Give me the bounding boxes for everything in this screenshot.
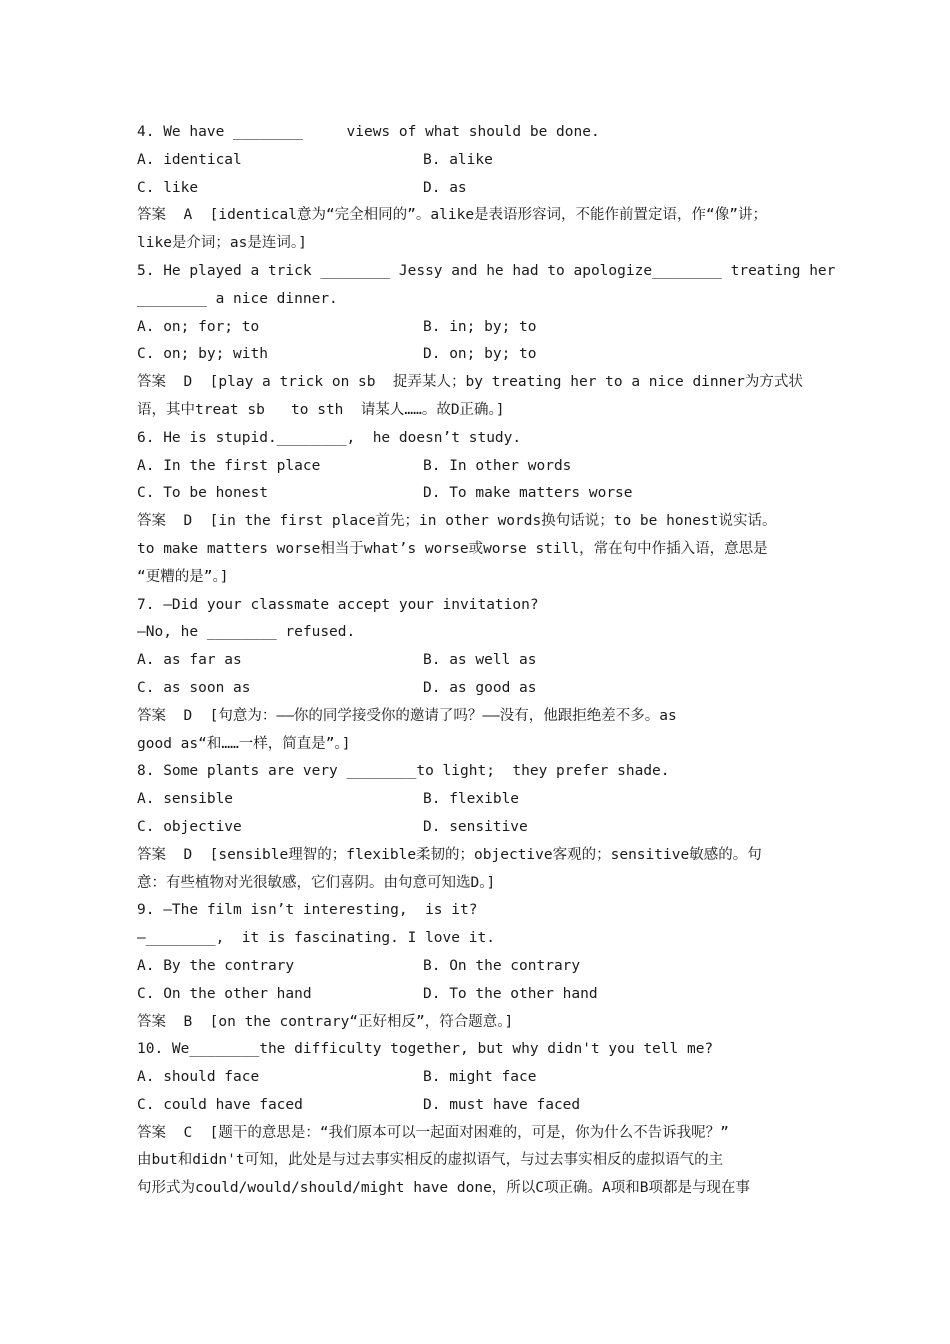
- option-b: B. in; by; to: [423, 318, 537, 335]
- answer-explanation: 语，其中treat sb to sth 请某人……。故D正确。]: [137, 401, 505, 418]
- option-d: D. To the other hand: [423, 985, 598, 1002]
- question-stem: 4. We have ________ views of what should be done.: [137, 124, 600, 140]
- option-row: [137, 953, 827, 981]
- option-b: B. as well as: [423, 652, 537, 669]
- option-b: B. alike: [423, 151, 493, 168]
- question-10: [137, 1036, 827, 1203]
- question-8: [137, 758, 827, 897]
- answer-explanation: 答案 B [on the contrary“正好相反”，符合题意。]: [137, 1013, 514, 1030]
- option-row: [137, 675, 827, 703]
- option-d: D. must have faced: [423, 1096, 581, 1113]
- answer-explanation: 答案 C [题干的意思是：“我们原本可以一起面对困难的，可是，你为什么不告诉我呢？”: [137, 1124, 729, 1141]
- answer-explanation: 意：有些植物对光很敏感，它们喜阴。由句意可知选D。]: [137, 874, 496, 891]
- question-4: [137, 119, 827, 258]
- option-row: [137, 341, 827, 369]
- option-a: A. should face: [137, 1069, 260, 1086]
- answer-explanation: 答案 D [in the first place首先；in other words换句话说；to be honest说实话。: [137, 513, 777, 530]
- option-b: B. In other words: [423, 457, 572, 474]
- option-d: D. on; by; to: [423, 346, 537, 363]
- option-a: A. identical: [137, 151, 242, 168]
- answer-explanation: like是介词；as是连词。]: [137, 235, 307, 252]
- option-row: [137, 175, 827, 203]
- question-5: [137, 258, 836, 425]
- option-a: A. By the contrary: [137, 957, 295, 974]
- option-row: [137, 1092, 827, 1120]
- question-stem: 7. —Did your classmate accept your invitation?: [137, 596, 539, 613]
- question-7: [137, 592, 827, 759]
- question-stem: 9. —The film isn’t interesting, is it?: [137, 902, 478, 919]
- option-d: D. To make matters worse: [423, 485, 633, 502]
- answer-explanation: 句形式为could/would/should/might have done，所以C项正确。A项和B项都是与现在事: [137, 1180, 750, 1197]
- question-6: [137, 425, 827, 592]
- question-9: [137, 897, 827, 1036]
- option-a: A. on; for; to: [137, 318, 260, 335]
- answer-explanation: to make matters worse相当于what’s worse或worse still，常在句中作插入语，意思是: [137, 540, 768, 557]
- answer-explanation: 答案 D [play a trick on sb 捉弄某人；by treating her to a nice dinner为方式状: [137, 374, 803, 391]
- option-row: [137, 814, 827, 842]
- answer-explanation: 由but和didn't可知，此处是与过去事实相反的虚拟语气，与过去事实相反的虚拟语气的主: [137, 1152, 724, 1169]
- option-b: B. flexible: [423, 791, 520, 808]
- option-c: C. To be honest: [137, 485, 268, 502]
- option-c: C. On the other hand: [137, 985, 312, 1002]
- option-d: D. as: [423, 179, 467, 196]
- option-c: C. as soon as: [137, 679, 251, 696]
- answer-explanation: good as“和……一样，简直是”。]: [137, 735, 351, 752]
- document-page: [137, 119, 836, 1203]
- option-row: [137, 453, 827, 481]
- answer-explanation: 答案 D [sensible理智的；flexible柔韧的；objective客观的；sensitive敏感的。句: [137, 846, 762, 863]
- option-row: [137, 647, 827, 675]
- answer-explanation: 答案 A [identical意为“完全相同的”。alike是表语形容词，不能作前置定语，作“像”讲；: [137, 207, 768, 224]
- option-row: [137, 786, 827, 814]
- option-row: [137, 314, 827, 342]
- option-c: C. on; by; with: [137, 346, 268, 363]
- option-row: [137, 480, 827, 508]
- answer-explanation: “更糟的是”。]: [137, 568, 229, 585]
- option-c: C. objective: [137, 818, 242, 835]
- option-row: [137, 1064, 827, 1092]
- option-row: [137, 147, 827, 175]
- answer-explanation: 答案 D [句意为：——你的同学接受你的邀请了吗？——没有，他跟拒绝差不多。as: [137, 707, 677, 724]
- question-stem: 6. He is stupid.________, he doesn’t study.: [137, 429, 522, 446]
- option-c: C. could have faced: [137, 1096, 303, 1113]
- option-c: C. like: [137, 179, 199, 196]
- option-a: A. as far as: [137, 652, 242, 669]
- question-stem: —No, he ________ refused.: [137, 624, 356, 641]
- option-row: [137, 981, 827, 1009]
- option-a: A. sensible: [137, 791, 234, 808]
- question-stem: ________ a nice dinner.: [137, 290, 338, 307]
- question-stem: 10. We________the difficulty together, but why didn't you tell me?: [137, 1041, 714, 1058]
- option-d: D. sensitive: [423, 818, 528, 835]
- option-d: D. as good as: [423, 679, 537, 696]
- question-stem: 5. He played a trick ________ Jessy and he had to apologize________ treating her: [137, 262, 836, 279]
- option-a: A. In the first place: [137, 457, 321, 474]
- question-stem: —________, it is fascinating. I love it.: [137, 930, 495, 947]
- question-stem: 8. Some plants are very ________to light; they prefer shade.: [137, 763, 670, 780]
- option-b: B. On the contrary: [423, 957, 581, 974]
- option-b: B. might face: [423, 1069, 537, 1086]
